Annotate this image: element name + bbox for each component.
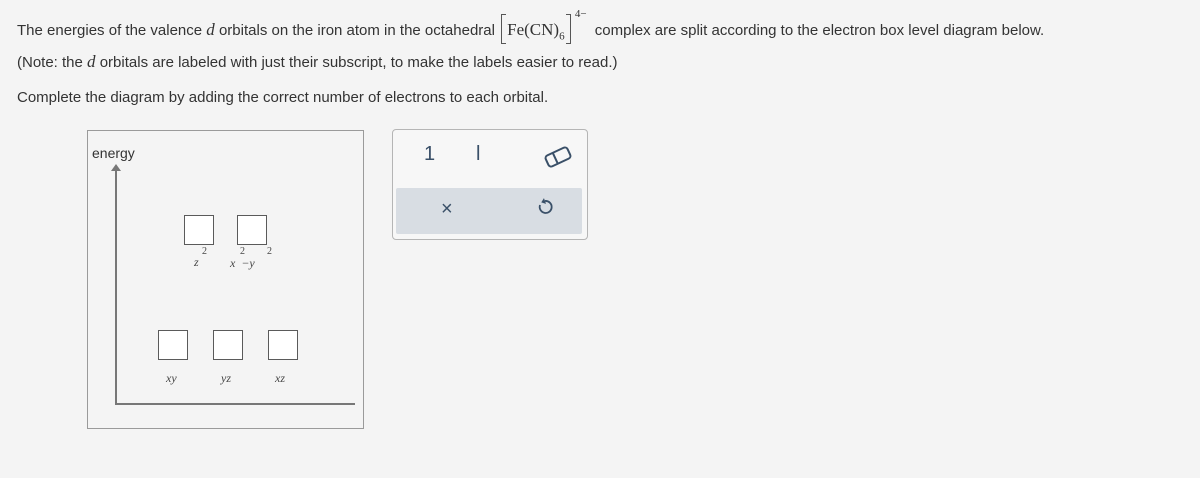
- orbital-label-yz: yz: [221, 371, 231, 385]
- orbital-label-xz: xz: [275, 371, 285, 385]
- spin-down-arrow-button[interactable]: l: [476, 143, 481, 165]
- question-text: The energies of the valence: [17, 22, 203, 40]
- electron-toolbar: [392, 129, 588, 240]
- complex-formula: $Fe(CN)_6$ 4−: [501, 20, 570, 42]
- orbital-box-z2[interactable]: [184, 215, 214, 245]
- orbital-label-z2: z: [194, 255, 199, 269]
- energy-axis: [115, 171, 117, 404]
- spin-up-arrow-button[interactable]: 1: [424, 143, 436, 165]
- question-text: complex are split according to the electron box level diagram below.: [594, 22, 1045, 40]
- toolbar-actions: [396, 188, 582, 234]
- d-symbol: d: [206, 20, 215, 40]
- orbital-box-x2-y2[interactable]: [237, 215, 267, 245]
- question-line-1: [17, 8, 1045, 43]
- orbital-diagram: energy 2 z 2 2 x −y xy yz xz: [87, 130, 364, 429]
- undo-icon[interactable]: [535, 196, 555, 224]
- question-line-2: (Note: the d orbitals are labeled with just their subscript, to make the labels easier to read.): [17, 52, 618, 71]
- orbital-label-xy: xy: [166, 371, 177, 385]
- energy-axis-label: energy: [92, 145, 135, 161]
- instruction-line: Complete the diagram by adding the correct number of electrons to each orbital.: [17, 89, 549, 106]
- orbital-box-yz[interactable]: [213, 330, 243, 360]
- question-text: orbitals on the iron atom in the octahedral: [218, 22, 495, 40]
- orbital-box-xy[interactable]: [158, 330, 188, 360]
- energy-arrow-icon: [111, 164, 121, 171]
- orbital-box-xz[interactable]: [268, 330, 298, 360]
- eraser-icon[interactable]: [543, 146, 573, 174]
- complex-charge: 4−: [574, 8, 587, 20]
- clear-button[interactable]: ×: [441, 198, 453, 220]
- orbital-label-x2-y2: x −y: [230, 256, 255, 270]
- baseline-axis: [115, 403, 355, 405]
